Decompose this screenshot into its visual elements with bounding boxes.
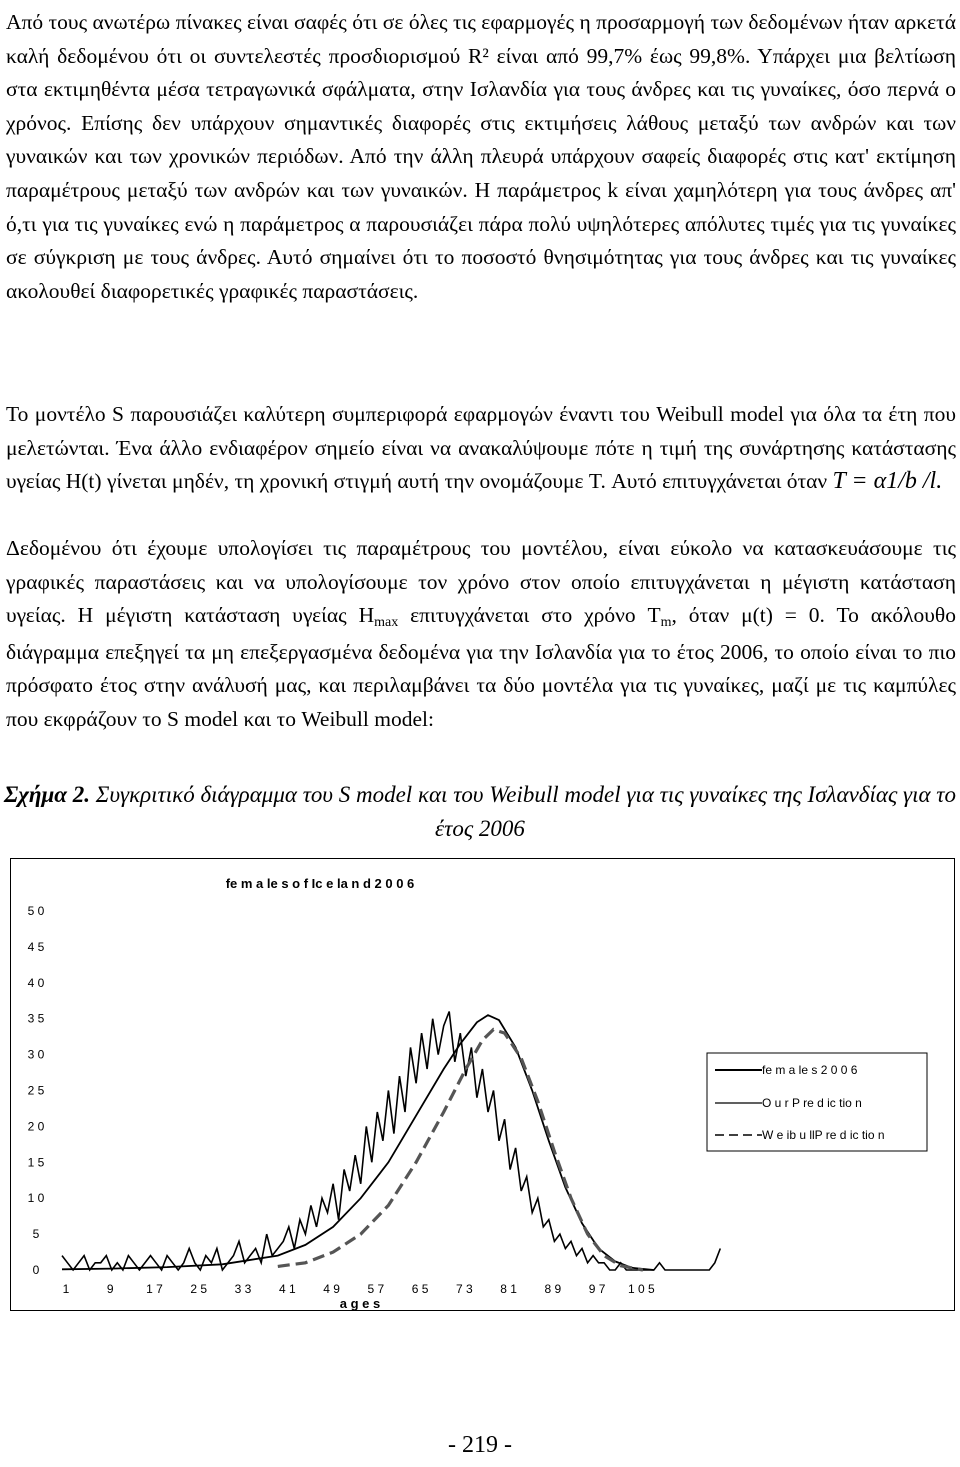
y-tick-label: 1 0 <box>27 1191 45 1206</box>
paragraph-3-text-a: Δεδομένου ότι έχουμε υπολογίσει τις παραμέτρους του μοντέλου, είναι εύκολο να κατασκευάσουμε τις γραφικές παραστάσεις και να υπολογίσουμε τον χρόνο στον οποίο επιτυγχάνεται η μέγιστη κατάσταση υγείας. Η μέγιστη κατάσταση υγείας H <box>6 536 956 628</box>
caption-text: Συγκριτικό διάγραμμα του S model και του Weibull model για τις γυναίκες της Ισλανδίας για το έτος 2006 <box>90 782 957 841</box>
y-tick-label: 5 <box>32 1227 40 1242</box>
x-tick-label: 1 7 <box>146 1282 163 1296</box>
caption-label: Σχήμα 2. <box>3 782 91 807</box>
x-tick-label: 2 5 <box>190 1282 208 1296</box>
x-tick-label: 1 0 5 <box>627 1282 655 1296</box>
x-tick-label: 8 1 <box>500 1282 517 1296</box>
x-tick-label: 1 <box>62 1282 70 1296</box>
chart-title: fe m a le s o f Ic e la n d 2 0 0 6 <box>225 876 415 891</box>
formula: T = α1/b /l. <box>832 468 943 495</box>
paragraph-3-sub-m: m <box>660 615 672 631</box>
figure-caption <box>0 778 960 846</box>
x-tick-label: 9 7 <box>588 1282 606 1296</box>
legend-label: fe m a le s 2 0 0 6 <box>762 1063 858 1077</box>
x-tick-label: 5 7 <box>367 1282 385 1296</box>
x-tick-label: 8 9 <box>544 1282 562 1296</box>
x-tick-label: 7 3 <box>455 1282 473 1296</box>
paragraph-3-sub-max: max <box>374 615 399 631</box>
y-tick-label: 0 <box>32 1263 40 1277</box>
y-tick-label: 3 5 <box>27 1011 45 1026</box>
paragraph-1-text: Από τους ανωτέρω πίνακες είναι σαφές ότι σε όλες τις εφαρμογές η προσαρμογή των δεδομένων ήταν αρκετά καλή δεδομένου ότι οι συντελεστές προσδιορισμού R² είναι από 99,7% έως 99,8%. Υπάρχει μια βελτίωση στα εκτιμηθέντα μέσα τετραγωνικά σφάλματα, στην Ισλανδία για τους άνδρες και τις γυναίκες, όσο περνά ο χρόνος. Επίσης δεν υπάρχουν σημαντικές διαφορές στις εκτιμήσεις λάθους μεταξύ των ανδρών και των γυναικών και των χρονικών περιόδων. Από την άλλη πλευρά υπάρχουν σαφείς διαφορές στις κατ' εκτίμηση παραμέτρους μεταξύ των ανδρών και των γυναικών. Η παράμετρος k είναι χαμηλότερη για τους άνδρες απ' ό,τι για τις γυναίκες ενώ η παράμετρος α παρουσιάζει πάρα πολύ υψηλότερες απόλυτες τιμές για τις γυναίκες σε σύγκριση με τους άνδρες. Αυτό σημαίνει ότι το ποσοστό θνησιμότητας για τους άνδρες και τις γυναίκες ακολουθεί διαφορετικές γραφικές παραστάσεις. <box>6 10 956 303</box>
x-axis-label: a g e s <box>339 1296 381 1311</box>
y-tick-label: 4 0 <box>27 975 45 990</box>
y-tick-label: 4 5 <box>27 939 45 954</box>
x-tick-label: 3 3 <box>234 1282 252 1296</box>
paragraph-1 <box>6 6 956 308</box>
x-tick-label: 6 5 <box>411 1282 429 1296</box>
legend-label: W e ib u llP re d ic tio n <box>762 1128 885 1142</box>
paragraph-3 <box>6 532 956 737</box>
page-number: - 219 - <box>448 1432 512 1458</box>
paragraph-2 <box>6 398 956 499</box>
y-tick-label: 5 0 <box>27 904 45 918</box>
paragraph-3-text-b: επιτυγχάνεται στο χρόνο T <box>398 603 661 628</box>
y-tick-label: 1 5 <box>27 1155 45 1170</box>
paragraph-3-text-c: , όταν μ(t) = 0. Το ακόλουθο διάγραμμα επεξηγεί τα μη επεξεργασμένα δεδομένα για την Ισλανδία για το έτος 2006, το οποίο είναι το πιο πρόσφατο έτος στην ανάλυσή μας, και περιλαμβάνει τα δύο μοντέλα για τις γυναίκες, μαζί με τις καμπύλες που εκφράζουν το S model και το Weibull model: <box>6 603 956 731</box>
x-tick-label: 9 <box>106 1282 114 1296</box>
x-tick-label: 4 1 <box>278 1282 296 1296</box>
y-tick-label: 2 5 <box>27 1083 45 1098</box>
y-tick-label: 3 0 <box>27 1047 45 1062</box>
y-tick-label: 2 0 <box>27 1119 45 1134</box>
x-tick-label: 4 9 <box>323 1282 340 1296</box>
legend-label: O u r P re d ic tio n <box>762 1096 862 1110</box>
chart <box>10 858 955 1311</box>
paragraph-2-text: Το μοντέλο S παρουσιάζει καλύτερη συμπεριφορά εφαρμογών έναντι του Weibull model για όλα τα έτη που μελετώνται. Ένα άλλο ενδιαφέρον σημείο είναι να ανακαλύψουμε πότε η τιμή της συνάρτησης κατάστασης υγείας H(t) γίνεται μηδέν, τη χρονική στιγμή αυτή την ονομάζουμε T. Αυτό επιτυγχάνεται όταν <box>6 402 956 494</box>
